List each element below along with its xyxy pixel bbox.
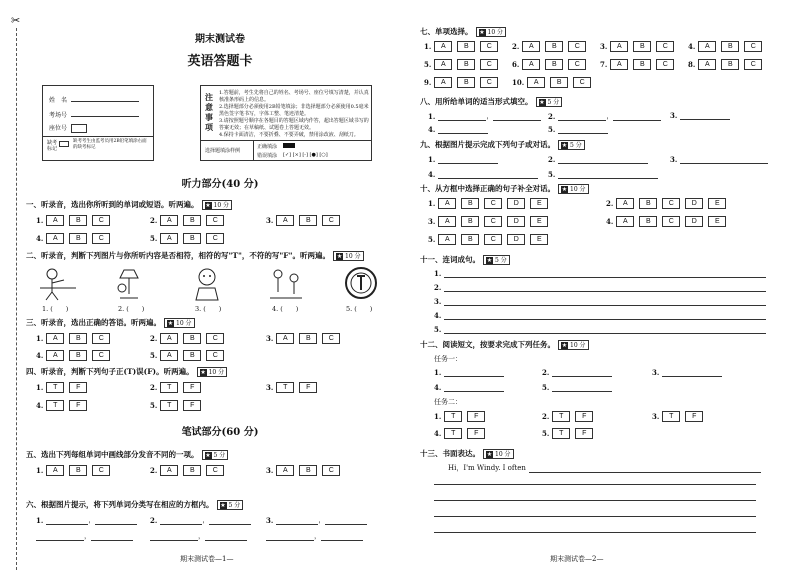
- star-icon: ★: [200, 369, 206, 376]
- q12-task2-item: 5. T F: [542, 428, 598, 439]
- answer-line[interactable]: [438, 112, 486, 121]
- points-badge: ★ 10 分: [164, 318, 195, 328]
- points-badge: ★ 10 分: [483, 449, 514, 459]
- notes-box: [200, 85, 372, 161]
- q9-item: 3.: [670, 155, 768, 164]
- answer-line[interactable]: [438, 125, 488, 134]
- task1-label: 任务一：: [434, 355, 462, 363]
- q7-item: 4. A B C: [688, 41, 767, 52]
- star-icon: ★: [561, 142, 568, 149]
- star-icon: ★: [220, 502, 226, 509]
- page-footer: 期末测试卷—2—: [550, 555, 604, 563]
- answer-line[interactable]: [46, 516, 88, 525]
- task2-label: 任务二：: [434, 398, 462, 406]
- correct-label: 正确填涂: [257, 144, 278, 150]
- q7-item: 1. A B C: [424, 41, 503, 52]
- page-footer: 期末测试卷—1—: [180, 555, 234, 563]
- q12-task2-item: 1. T F: [434, 411, 490, 422]
- q10-header: 十、从方框中选择正确的句子补全对话。 ★ 10 分: [420, 183, 589, 194]
- q10-item: 2. A B C D E: [606, 198, 731, 209]
- writing-line[interactable]: [529, 464, 761, 473]
- star-icon: ★: [561, 186, 568, 193]
- picture-girl: [192, 266, 222, 302]
- q7-item: 3. A B C: [600, 41, 679, 52]
- q7-item: 6. A B C: [512, 59, 591, 70]
- star-icon: ★: [561, 342, 568, 349]
- star-icon: ★: [205, 452, 211, 459]
- q5-header: 五、选出下列每组单词中画线部分发音不同的一项。 ★ 5 分: [26, 449, 228, 460]
- answer-line[interactable]: [558, 170, 658, 179]
- answer-line[interactable]: [680, 155, 768, 164]
- answer-line[interactable]: [444, 297, 766, 306]
- q7-item: 5. A B C: [424, 59, 503, 70]
- q11-item: 3.: [434, 297, 766, 306]
- q9-item: 1.: [428, 155, 498, 164]
- q4-item: 3. T F: [266, 382, 322, 393]
- q7-item: 10. A B C: [512, 77, 596, 88]
- q12-task1-item: 4.: [434, 383, 504, 392]
- q10-item: 4. A B C D E: [606, 216, 731, 227]
- q11-item: 4.: [434, 311, 766, 320]
- answer-line[interactable]: [438, 170, 538, 179]
- answer-line[interactable]: [91, 532, 133, 541]
- answer-line[interactable]: [321, 532, 363, 541]
- q12-task1-item: 3.: [652, 368, 722, 377]
- q6-item-cont: ，: [266, 531, 363, 541]
- q12-task1-item: 1.: [434, 368, 504, 377]
- fill-example-label: 选择题填涂样例: [205, 148, 241, 154]
- q1-item: 2. A B C: [150, 215, 229, 226]
- answer-line[interactable]: [680, 111, 730, 120]
- q3-header: 三、听录音，选出正确的答语。听两遍。 ★ 10 分: [26, 317, 195, 328]
- q4-item: 2. T F: [150, 382, 206, 393]
- answer-line[interactable]: [558, 155, 648, 164]
- answer-line[interactable]: [36, 532, 84, 541]
- exam-title: 期末测试卷: [195, 34, 245, 45]
- q6-item-cont: ，: [150, 531, 247, 541]
- answer-line[interactable]: [444, 283, 766, 292]
- absent-mark-desc: 缺考考生由监考员用2B铅笔填涂右面的缺考标记: [73, 139, 147, 150]
- answer-line[interactable]: [552, 368, 612, 377]
- q9-item: 5.: [548, 170, 658, 179]
- answer-line[interactable]: [444, 269, 766, 278]
- answer-line[interactable]: [160, 516, 202, 525]
- q2-blank[interactable]: 5. ( ): [346, 305, 373, 313]
- picture-coin: [344, 266, 378, 300]
- q9-item: 4.: [428, 170, 538, 179]
- q11-item: 1.: [434, 269, 766, 278]
- q12-header: 十二、阅读短文，按要求完成下列任务。 ★ 10 分: [420, 339, 589, 350]
- notes-line: 3.请按照题号顺序在各题目的答题区域内作答，超出答题区域书写的答案无效；在草稿纸、试题卷上答题无效。: [219, 118, 369, 131]
- q10-item: 5. A B C D E: [428, 234, 553, 245]
- q6-item: 2. ，: [150, 515, 251, 525]
- points-badge: ★ 10 分: [558, 340, 589, 350]
- star-icon: ★: [205, 202, 211, 209]
- star-icon: ★: [486, 451, 493, 458]
- notes-line: 2.选择题部分必须使用2B铅笔填涂；非选择题部分必须使用0.5毫米黑色签字笔书写，字体工整、笔迹清楚。: [219, 104, 369, 117]
- q8-item: 3.: [670, 111, 730, 120]
- scissors-icon: ✂: [11, 14, 21, 27]
- star-icon: ★: [539, 99, 545, 106]
- absent-mark-box[interactable]: [59, 141, 69, 147]
- q11-item: 5.: [434, 325, 766, 334]
- notes-title: 注意事项: [205, 92, 213, 132]
- q1-item: 4. A B C: [36, 233, 115, 244]
- q6-item-cont: ，: [36, 531, 133, 541]
- wrong-marks: [✓] [×] [-] [●] [○]: [283, 152, 328, 158]
- picture-lamp: [112, 266, 146, 302]
- points-badge: ★ 5 分: [483, 255, 510, 265]
- answer-line[interactable]: [444, 311, 766, 320]
- star-icon: ★: [167, 320, 174, 327]
- notes-line: 4.保持卡面清洁，不要折叠、不要弄破，禁用涂改液、刮纸刀。: [219, 132, 359, 138]
- q2-blank[interactable]: 3. ( ): [195, 305, 222, 313]
- points-badge: ★ 5 分: [217, 500, 244, 510]
- name-label: 姓 名: [49, 97, 68, 104]
- q12-task2-item: 2. T F: [542, 411, 598, 422]
- answer-line[interactable]: [552, 383, 612, 392]
- q1-item: 1. A B C: [36, 215, 115, 226]
- q2-blank[interactable]: 4. ( ): [272, 305, 299, 313]
- absent-mark-label: 缺考标记: [47, 140, 58, 152]
- notes-line: 1.答题前，考生先将自己的姓名、考场号、座位号填写清楚，并认真核准条形码上的信息。: [219, 90, 369, 103]
- answer-line[interactable]: [613, 112, 661, 121]
- q9-header: 九、根据图片提示完成下列句子或对话。 ★ 5 分: [420, 139, 585, 150]
- q8-item: 2. ，: [548, 111, 661, 121]
- answer-line[interactable]: [493, 112, 541, 121]
- writing-line[interactable]: [434, 516, 756, 517]
- q8-header: 八、用所给单词的适当形式填空。 ★ 5 分: [420, 96, 562, 107]
- q3-item: 4. A B C: [36, 350, 115, 361]
- answer-line[interactable]: [276, 516, 318, 525]
- points-badge: ★ 10 分: [476, 27, 507, 37]
- answer-line[interactable]: [444, 368, 504, 377]
- q3-item: 3. A B C: [266, 333, 345, 344]
- exam-no-field[interactable]: [71, 108, 139, 117]
- seat-label: 座位号: [49, 125, 68, 132]
- q5-item: 1. A B C: [36, 465, 115, 476]
- q12-task1-item: 5.: [542, 383, 612, 392]
- q3-item: 5. A B C: [150, 350, 229, 361]
- q13-header: 十三、书面表达。 ★ 10 分: [420, 448, 514, 459]
- points-badge: ★ 5 分: [536, 97, 563, 107]
- q2-blank[interactable]: 1. ( ): [42, 305, 69, 313]
- q3-item: 1. A B C: [36, 333, 115, 344]
- seat-field[interactable]: [71, 124, 87, 133]
- answer-line[interactable]: [325, 516, 367, 525]
- q1-header: 一、听录音，选出你所听到的单词或短语。听两遍。 ★ 10 分: [26, 199, 232, 210]
- q6-header: 六、根据图片提示，将下列单词分类写在相应的方框内。 ★ 5 分: [26, 499, 243, 510]
- q7-header: 七、单项选择。 ★ 10 分: [420, 26, 506, 37]
- q6-item: 1. ，: [36, 515, 137, 525]
- q8-item: 1. ，: [428, 111, 541, 121]
- candidate-info-box: [42, 85, 154, 161]
- writing-title: 笔试部分(60 分): [181, 427, 259, 438]
- exam-no-label: 考场号: [49, 112, 68, 119]
- q10-item: 1. A B C D E: [428, 198, 553, 209]
- points-badge: ★ 10 分: [333, 251, 364, 261]
- q11-header: 十一、连词成句。 ★ 5 分: [420, 254, 510, 265]
- answer-line[interactable]: [662, 368, 722, 377]
- q4-item: 4. T F: [36, 400, 92, 411]
- star-icon: ★: [486, 257, 493, 264]
- q1-item: 5. A B C: [150, 233, 229, 244]
- writing-line[interactable]: [434, 532, 756, 533]
- q12-task2-item: 3. T F: [652, 411, 708, 422]
- listening-title: 听力部分(40 分): [181, 179, 259, 190]
- answer-line[interactable]: [444, 383, 504, 392]
- q7-item: 2. A B C: [512, 41, 591, 52]
- q1-item: 3. A B C: [266, 215, 345, 226]
- cut-line: [16, 28, 17, 570]
- q4-item: 5. T F: [150, 400, 206, 411]
- q7-item: 7. A B C: [600, 59, 679, 70]
- answer-line[interactable]: [558, 112, 606, 121]
- writing-line[interactable]: [434, 500, 756, 501]
- points-badge: ★ 10 分: [197, 367, 228, 377]
- q5-item: 3. A B C: [266, 465, 345, 476]
- q8-item: 4.: [428, 125, 488, 134]
- q3-item: 2. A B C: [150, 333, 229, 344]
- answer-line[interactable]: [95, 516, 137, 525]
- card-title: 英语答题卡: [187, 54, 253, 69]
- points-badge: ★ 5 分: [202, 450, 229, 460]
- points-badge: ★ 5 分: [558, 140, 585, 150]
- answer-line[interactable]: [438, 155, 498, 164]
- q2-header: 二、听录音，判断下列图片与你所听内容是否相符，相符的写"T"，不符的写"F"。听两遍。 ★ 10 分: [26, 250, 364, 261]
- answer-line[interactable]: [150, 532, 198, 541]
- q7-item: 8. A B C: [688, 59, 767, 70]
- star-icon: ★: [479, 29, 485, 36]
- q6-item: 3. ，: [266, 515, 367, 525]
- q5-item: 2. A B C: [150, 465, 229, 476]
- q12-task2-item: 4. T F: [434, 428, 490, 439]
- q10-item: 3. A B C D E: [428, 216, 553, 227]
- q11-item: 2.: [434, 283, 766, 292]
- answer-line[interactable]: [558, 125, 608, 134]
- answer-line[interactable]: [205, 532, 247, 541]
- q4-item: 1. T F: [36, 382, 92, 393]
- answer-line[interactable]: [209, 516, 251, 525]
- picture-boy-writing: [36, 266, 80, 302]
- q12-task1-item: 2.: [542, 368, 612, 377]
- picture-children-playing: [266, 266, 306, 302]
- q9-item: 2.: [548, 155, 648, 164]
- q4-header: 四、听录音，判断下列句子正(T)误(F)。听两遍。 ★ 10 分: [26, 366, 227, 377]
- answer-line[interactable]: [444, 325, 766, 334]
- correct-mark: [283, 143, 295, 148]
- writing-line[interactable]: [434, 484, 756, 485]
- answer-line[interactable]: [266, 532, 314, 541]
- q2-blank[interactable]: 2. ( ): [118, 305, 145, 313]
- q8-item: 5.: [548, 125, 608, 134]
- points-badge: ★ 10 分: [202, 200, 233, 210]
- points-badge: ★ 10 分: [558, 184, 589, 194]
- name-field[interactable]: [71, 93, 139, 102]
- q7-item: 9. A B C: [424, 77, 503, 88]
- wrong-label: 错误填涂: [257, 153, 278, 159]
- star-icon: ★: [336, 253, 343, 260]
- q13-start: Hi，I'm Windy. I often: [448, 463, 761, 473]
